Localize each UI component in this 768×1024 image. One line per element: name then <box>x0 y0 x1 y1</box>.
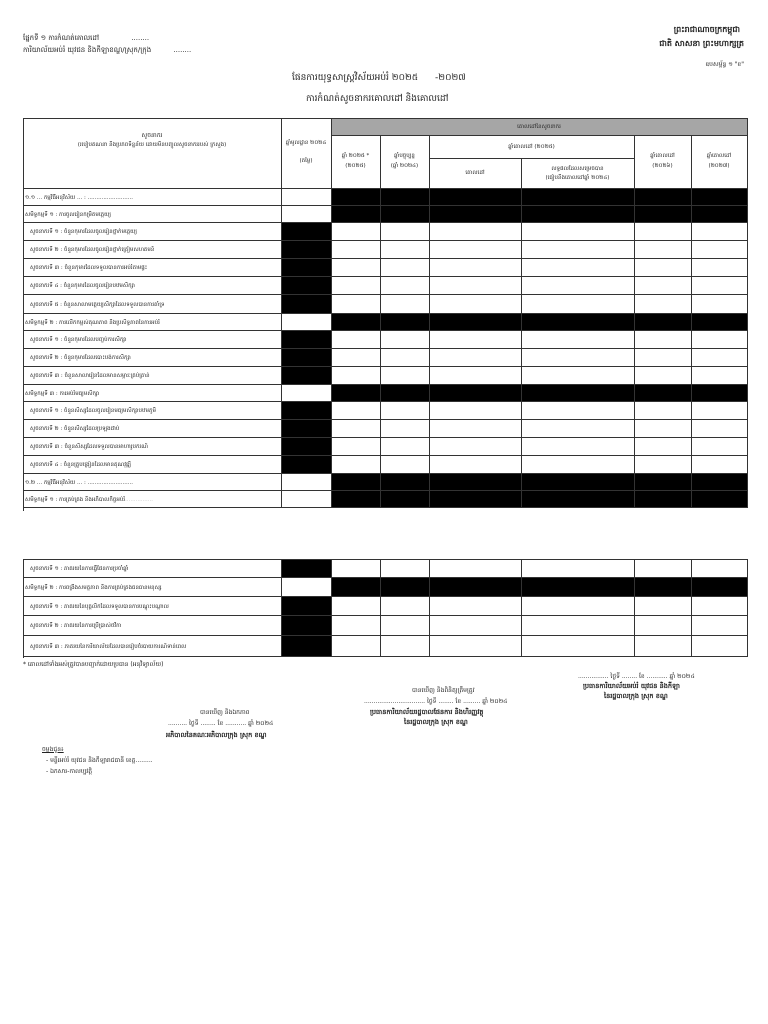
row-label-cell <box>24 223 282 241</box>
shaded-cell <box>381 385 430 402</box>
value-cell[interactable] <box>692 295 748 314</box>
value-cell[interactable] <box>381 331 430 349</box>
value-cell[interactable] <box>430 259 522 277</box>
value-cell[interactable] <box>522 560 635 578</box>
shaded-cell <box>282 331 332 349</box>
header-baseline-label: ឆ្នាំមូលដ្ឋាន ២០២៤ <box>285 140 327 146</box>
shaded-cell <box>282 259 332 277</box>
row-label: សូចនាករទី ៥ : ចំនួនសាលាមត្តេយ្យសិក្សាដែលទទួលបានការគាំទ្រ <box>30 302 165 308</box>
row-label: សមិទ្ធកម្មទី ២ : ការលើកកម្ពស់គុណភាព និងប្រសិទ្ធភាពនៃការអប់រំ <box>25 320 160 326</box>
value-cell[interactable] <box>381 277 430 295</box>
row-label: សូចនាករទី ៣ : ចំនួនសាលារៀនដែលមានសម្ភារៈគ្រប់គ្រាន់ <box>30 373 150 379</box>
row-label-cell <box>24 616 282 636</box>
value-cell[interactable] <box>692 456 748 474</box>
header-y3-target-cell <box>430 159 522 189</box>
right-signature-date: ................ ថ្ងៃទី ........ ខែ ........... ឆ្នាំ ២០២៤ <box>578 673 695 680</box>
value-cell[interactable] <box>430 420 522 438</box>
shaded-cell <box>692 206 748 223</box>
value-cell[interactable] <box>692 259 748 277</box>
row-label: សូចនាករទី ៤ : ចំនួនគ្រូបង្រៀនដែលមានគុណវុឌ្ឍិ <box>30 462 132 468</box>
value-cell[interactable] <box>522 456 635 474</box>
value-cell[interactable] <box>635 456 692 474</box>
left-signature-date: .......... ថ្ងៃទី ........ ខែ ........... ឆ្នាំ ២០២៤ <box>168 720 274 727</box>
value-cell[interactable] <box>692 223 748 241</box>
value-cell[interactable] <box>522 223 635 241</box>
header-y2-sub: (ឆ្នាំ ២០២៤) <box>390 163 419 169</box>
header-indicator-label: សូចនាករ <box>141 132 163 139</box>
value-cell[interactable] <box>332 349 381 367</box>
row-label-cell <box>24 560 282 578</box>
row-label: សូចនាករទី ១ : ចំនួនកុមារដែលបញ្ចប់ការសិក្សា <box>30 337 127 343</box>
value-cell[interactable] <box>430 560 522 578</box>
row-label-cell <box>24 456 282 474</box>
indicator-table <box>23 118 748 511</box>
shaded-cell <box>430 385 522 402</box>
value-cell[interactable] <box>692 560 748 578</box>
header-indicator-sub: (របៀបគណនា និងប្រភពទិន្នន័យ ដោយមិនបញ្ចូលសូចនាកររបស់ ក្រសួង) <box>77 142 227 148</box>
value-cell[interactable] <box>332 438 381 456</box>
header-y4-label: ឆ្នាំគោលដៅ <box>650 153 675 159</box>
row-label: សូចនាករទី ៣ : ចំនួនសិស្សដែលទទួលបានអាហារូបករណ៍ <box>30 444 148 450</box>
left-signature-title: អភិបាលនៃគណៈអភិបាលក្រុង ស្រុក ខណ្ឌ <box>166 731 267 739</box>
shaded-cell <box>522 314 635 331</box>
header-y3-result-sub: (ធៀបនឹងគោលដៅឆ្នាំ ២០២៤) <box>545 175 610 181</box>
value-cell[interactable] <box>332 616 381 636</box>
value-cell[interactable] <box>522 295 635 314</box>
row-label: សូចនាករទី ១ : ភាគរយនៃបុគ្គលិកដែលទទួលបានការបណ្តុះបណ្តាល <box>30 604 169 610</box>
value-cell[interactable] <box>381 295 430 314</box>
value-cell[interactable] <box>635 597 692 616</box>
office-line-2: ការិយាល័យអប់រំ យុវជន និងកីឡាខណ្ឌ/ស្រុក/ក្រុង <box>23 46 152 54</box>
value-cell[interactable] <box>522 597 635 616</box>
shaded-cell <box>635 578 692 597</box>
header-y5-label: ឆ្នាំគោលដៅ <box>706 153 732 159</box>
shaded-cell <box>430 578 522 597</box>
header-y5-cell <box>692 136 748 189</box>
shaded-cell <box>430 474 522 491</box>
value-cell[interactable] <box>692 331 748 349</box>
header-y4-cell <box>635 136 692 189</box>
value-cell[interactable] <box>381 223 430 241</box>
value-cell[interactable] <box>635 636 692 657</box>
value-cell[interactable] <box>332 259 381 277</box>
shaded-cell <box>282 616 332 636</box>
shaded-cell <box>332 189 381 206</box>
recipients-heading: ចម្លងជូន៖ <box>42 746 64 753</box>
mid-signature-title-2: នៃរដ្ឋបាលក្រុង ស្រុក ខណ្ឌ <box>404 718 468 726</box>
shaded-cell <box>282 223 332 241</box>
row-label-cell <box>24 597 282 616</box>
value-cell[interactable] <box>635 402 692 420</box>
value-cell[interactable] <box>381 367 430 385</box>
value-cell[interactable] <box>692 597 748 616</box>
row-label-cell <box>24 420 282 438</box>
row-label-dim: ................ <box>125 497 154 503</box>
value-cell[interactable] <box>381 456 430 474</box>
value-cell[interactable] <box>430 438 522 456</box>
row-label-cell <box>24 314 282 331</box>
shaded-cell <box>282 456 332 474</box>
shaded-cell <box>522 385 635 402</box>
value-cell[interactable] <box>332 597 381 616</box>
office-line-1: ផ្នែកទី ១ ការកំណត់គោលដៅ <box>23 34 100 42</box>
value-cell[interactable] <box>381 438 430 456</box>
value-cell[interactable] <box>381 349 430 367</box>
header-y1-cell <box>332 136 381 189</box>
value-cell[interactable] <box>692 241 748 259</box>
value-cell[interactable] <box>332 277 381 295</box>
header-baseline-sub: (តម្លៃ) <box>299 158 313 164</box>
value-cell[interactable] <box>635 616 692 636</box>
row-label: សូចនាករទី ៤ : ចំនួនកុមារដែលចូលរៀនបឋមសិក្សា <box>30 283 135 289</box>
shaded-cell <box>692 314 748 331</box>
shaded-cell <box>522 491 635 508</box>
header-targets-label: គោលដៅនៃសូចនាករ <box>517 124 561 130</box>
value-cell[interactable] <box>332 367 381 385</box>
value-cell[interactable] <box>332 560 381 578</box>
value-cell[interactable] <box>692 277 748 295</box>
header-baseline-cell <box>282 119 332 189</box>
office-line-1-dots: ........ <box>131 34 150 42</box>
row-label-cell <box>24 331 282 349</box>
plan-title: ផែនការយុទ្ធសាស្ត្រវិស័យអប់រំ ២០២៥ <box>292 73 419 83</box>
value-cell[interactable] <box>692 636 748 657</box>
value-cell[interactable] <box>522 241 635 259</box>
shaded-cell <box>692 385 748 402</box>
shaded-cell <box>635 474 692 491</box>
office-line-2-dots: ........ <box>173 46 192 54</box>
value-cell[interactable] <box>430 597 522 616</box>
shaded-cell <box>282 277 332 295</box>
value-cell[interactable] <box>332 636 381 657</box>
shaded-cell <box>430 314 522 331</box>
shaded-cell <box>522 206 635 223</box>
row-label-cell <box>24 491 282 508</box>
row-label: សូចនាករទី ២ : ចំនួនកុមារដែលបោះបង់ការសិក្សា <box>30 355 131 361</box>
mid-signature-title-1: ប្រធានការិយាល័យរដ្ឋបាលផែនការ និងហិរញ្ញវត្ថុ <box>370 708 484 716</box>
value-cell[interactable] <box>635 259 692 277</box>
value-cell[interactable] <box>282 206 332 223</box>
value-cell[interactable] <box>522 349 635 367</box>
shaded-cell <box>282 349 332 367</box>
value-cell[interactable] <box>282 314 332 331</box>
value-cell[interactable] <box>522 259 635 277</box>
shaded-cell <box>522 474 635 491</box>
value-cell[interactable] <box>635 223 692 241</box>
shaded-cell <box>332 385 381 402</box>
header-y4-sub: (២០២៦) <box>652 163 673 169</box>
value-cell[interactable] <box>692 367 748 385</box>
value-cell[interactable] <box>282 578 332 597</box>
shaded-cell <box>282 420 332 438</box>
value-cell[interactable] <box>430 456 522 474</box>
value-cell[interactable] <box>381 616 430 636</box>
value-cell[interactable] <box>430 616 522 636</box>
value-cell[interactable] <box>522 438 635 456</box>
value-cell[interactable] <box>522 402 635 420</box>
shaded-cell <box>430 189 522 206</box>
value-cell[interactable] <box>430 223 522 241</box>
row-label-cell <box>24 259 282 277</box>
shaded-cell <box>522 578 635 597</box>
row-label-cell <box>24 402 282 420</box>
row-label-cell <box>24 349 282 367</box>
header-y3-result-label: លទ្ធផលដែលសម្រេចបាន <box>551 166 604 172</box>
value-cell[interactable] <box>635 277 692 295</box>
value-cell[interactable] <box>430 295 522 314</box>
row-label: សូចនាករទី ១ : ចំនួនកុមារដែលចូលរៀនថ្នាក់មត្តេយ្យ <box>30 229 138 235</box>
value-cell[interactable] <box>282 385 332 402</box>
value-cell[interactable] <box>635 349 692 367</box>
left-seen-label: បានឃើញ និងឯកភាព <box>200 709 250 716</box>
value-cell[interactable] <box>430 349 522 367</box>
shaded-cell <box>332 491 381 508</box>
value-cell[interactable] <box>282 491 332 508</box>
value-cell[interactable] <box>635 420 692 438</box>
value-cell[interactable] <box>381 420 430 438</box>
shaded-cell <box>282 402 332 420</box>
row-label: សូចនាករទី ២ : ចំនួនសិស្សដែលប្រឡងជាប់ <box>30 426 120 432</box>
row-label-cell <box>24 385 282 402</box>
value-cell[interactable] <box>381 241 430 259</box>
value-cell[interactable] <box>522 367 635 385</box>
shaded-cell <box>635 206 692 223</box>
header-y1-label: ឆ្នាំ ២០២៥ * <box>341 153 370 159</box>
value-cell[interactable] <box>381 597 430 616</box>
row-label: ១.២ ... កម្មវិធីអនុវិស័យ ... : .......................... <box>25 480 134 486</box>
shaded-cell <box>282 597 332 616</box>
value-cell[interactable] <box>522 616 635 636</box>
header-indicator-cell <box>24 119 282 189</box>
row-label-cell <box>24 474 282 491</box>
value-cell[interactable] <box>381 402 430 420</box>
value-cell[interactable] <box>430 367 522 385</box>
row-label: សូចនាករទី ១ : ភាគរយនៃការធ្វើផែនការប្រចាំឆ្នាំ <box>30 566 129 572</box>
row-label-cell <box>24 578 282 597</box>
shaded-cell <box>381 206 430 223</box>
right-signature-title-2: នៃរដ្ឋបាលក្រុង ស្រុក ខណ្ឌ <box>604 692 668 700</box>
shaded-cell <box>332 206 381 223</box>
value-cell[interactable] <box>332 456 381 474</box>
value-cell[interactable] <box>332 402 381 420</box>
shaded-cell <box>381 491 430 508</box>
shaded-cell <box>635 189 692 206</box>
shaded-cell <box>332 314 381 331</box>
shaded-cell <box>692 189 748 206</box>
value-cell[interactable] <box>381 560 430 578</box>
value-cell[interactable] <box>522 277 635 295</box>
shaded-cell <box>635 385 692 402</box>
row-label: សមិទ្ធកម្មទី ១ : ការចូលរៀនកម្រិតមត្តេយ្យ <box>25 212 111 218</box>
header-y2-label: ឆ្នាំបច្ចុប្បន្ន <box>394 153 415 159</box>
header-y2-cell <box>381 136 430 189</box>
row-label-cell <box>24 295 282 314</box>
shaded-cell <box>635 314 692 331</box>
value-cell[interactable] <box>282 474 332 491</box>
shaded-cell <box>692 474 748 491</box>
header-y3-target-label: គោលដៅ <box>465 170 485 176</box>
row-label: សមិទ្ធកម្មទី ៣ : ការអប់រំមធ្យមសិក្សា <box>25 391 100 397</box>
shaded-cell <box>282 438 332 456</box>
header-y3-result-cell <box>522 159 635 189</box>
row-label: សមិទ្ធកម្មទី ២ : ការពង្រឹងសមត្ថភាព និងការគ្រប់គ្រងធនធានមនុស្ស <box>25 585 162 591</box>
value-cell[interactable] <box>635 560 692 578</box>
value-cell[interactable] <box>332 331 381 349</box>
value-cell[interactable] <box>332 223 381 241</box>
shaded-cell <box>692 578 748 597</box>
mid-signature-date: ................................ ថ្ងៃទី ........ ខែ ......... ឆ្នាំ ២០២៤ <box>364 698 508 705</box>
indicator-table-continued <box>23 559 748 658</box>
value-cell[interactable] <box>332 241 381 259</box>
row-label-cell <box>24 438 282 456</box>
row-label-cell <box>24 367 282 385</box>
value-cell[interactable] <box>430 241 522 259</box>
value-cell[interactable] <box>381 259 430 277</box>
shaded-cell <box>635 491 692 508</box>
shaded-cell <box>381 578 430 597</box>
header-targets-cell <box>332 119 748 136</box>
header-y5-sub: (២០២៧) <box>708 163 730 169</box>
value-cell[interactable] <box>692 402 748 420</box>
plan-title-suffix: -២០២៧ <box>435 73 466 83</box>
recipient-item-2: - ឯកសារ-កាលប្បវត្តិ <box>46 768 93 775</box>
row-label-cell <box>24 206 282 223</box>
value-cell[interactable] <box>282 189 332 206</box>
shaded-cell <box>381 474 430 491</box>
header-y1-sub: (២០២៥) <box>345 163 366 169</box>
value-cell[interactable] <box>332 420 381 438</box>
kingdom-title: ព្រះរាជាណាចក្រកម្ពុជា <box>673 25 740 34</box>
value-cell[interactable] <box>332 295 381 314</box>
annex-label: ឧបសម្ព័ន្ធ ១ "ខ" <box>705 61 744 68</box>
header-y3-group-label: ឆ្នាំគោលដៅ (២០២៥) <box>508 144 555 150</box>
row-label: សូចនាករទី ៣ : ភាគរយនៃការិយាល័យដែលបានរៀបចំរបាយការណ៍ទាន់ពេល <box>30 644 187 650</box>
value-cell[interactable] <box>635 331 692 349</box>
row-label: សូចនាករទី ២ : ភាគរយនៃការប្រើប្រាស់ថវិកា <box>30 623 122 629</box>
row-label-cell <box>24 189 282 206</box>
header-y3-group-cell <box>430 136 635 159</box>
value-cell[interactable] <box>635 438 692 456</box>
value-cell[interactable] <box>430 636 522 657</box>
value-cell[interactable] <box>430 277 522 295</box>
value-cell[interactable] <box>635 367 692 385</box>
shaded-cell <box>282 241 332 259</box>
footnote: * គោលដៅទាំងអស់ត្រូវបានបញ្ជាក់ដោយប្រធាន (អនុវិទ្យាល័យ) <box>23 661 164 668</box>
value-cell[interactable] <box>381 636 430 657</box>
row-label: សូចនាករទី ១ : ចំនួនសិស្សដែលចូលរៀនមធ្យមសិក្សាបឋមភូមិ <box>30 408 156 414</box>
shaded-cell <box>332 474 381 491</box>
shaded-cell <box>692 491 748 508</box>
shaded-cell <box>430 206 522 223</box>
shaded-cell <box>332 578 381 597</box>
value-cell[interactable] <box>692 420 748 438</box>
value-cell[interactable] <box>522 420 635 438</box>
value-cell[interactable] <box>692 616 748 636</box>
row-label-cell <box>24 277 282 295</box>
row-label-cell <box>24 636 282 657</box>
shaded-cell <box>430 491 522 508</box>
shaded-cell <box>381 189 430 206</box>
row-label-cell <box>24 241 282 259</box>
shaded-cell <box>381 314 430 331</box>
shaded-cell <box>282 560 332 578</box>
value-cell[interactable] <box>692 438 748 456</box>
shaded-cell <box>282 636 332 657</box>
value-cell[interactable] <box>635 241 692 259</box>
row-label: សូចនាករទី ៣ : ចំនួនកុមារដែលទទួលបានការអប់រំតាមផ្ទះ <box>30 265 148 271</box>
plan-subtitle: ការកំណត់សូចនាករគោលដៅ និងគោលដៅ <box>306 94 449 104</box>
row-label: ១.១ ... កម្មវិធីអនុវិស័យ ... : .......................... <box>25 195 134 201</box>
nation-motto: ជាតិ សាសនា ព្រះមហាក្សត្រ <box>659 39 744 48</box>
shaded-cell <box>282 367 332 385</box>
value-cell[interactable] <box>522 636 635 657</box>
shaded-cell <box>282 295 332 314</box>
row-label: សូចនាករទី ២ : ចំនួនកុមារដែលចូលរៀនថ្នាក់ត្រៀមសហគមន៍ <box>30 247 155 253</box>
value-cell[interactable] <box>692 349 748 367</box>
row-label: សមិទ្ធកម្មទី ១ : ការគ្រប់គ្រង និងអភិបាលកិច្ចអប់រំ................ <box>25 497 154 503</box>
value-cell[interactable] <box>430 331 522 349</box>
right-signature-title-1: ប្រធានការិយាល័យអប់រំ យុវជន និងកីឡា <box>583 682 680 690</box>
value-cell[interactable] <box>635 295 692 314</box>
value-cell[interactable] <box>522 331 635 349</box>
value-cell[interactable] <box>430 402 522 420</box>
shaded-cell <box>522 189 635 206</box>
recipient-item-1: - មន្ទីរអប់រំ យុវជន និងកីឡារាជធានី ខេត្ត......... <box>46 757 153 764</box>
mid-seen-label: បានឃើញ និងពិនិត្យត្រឹមត្រូវ <box>412 687 475 694</box>
